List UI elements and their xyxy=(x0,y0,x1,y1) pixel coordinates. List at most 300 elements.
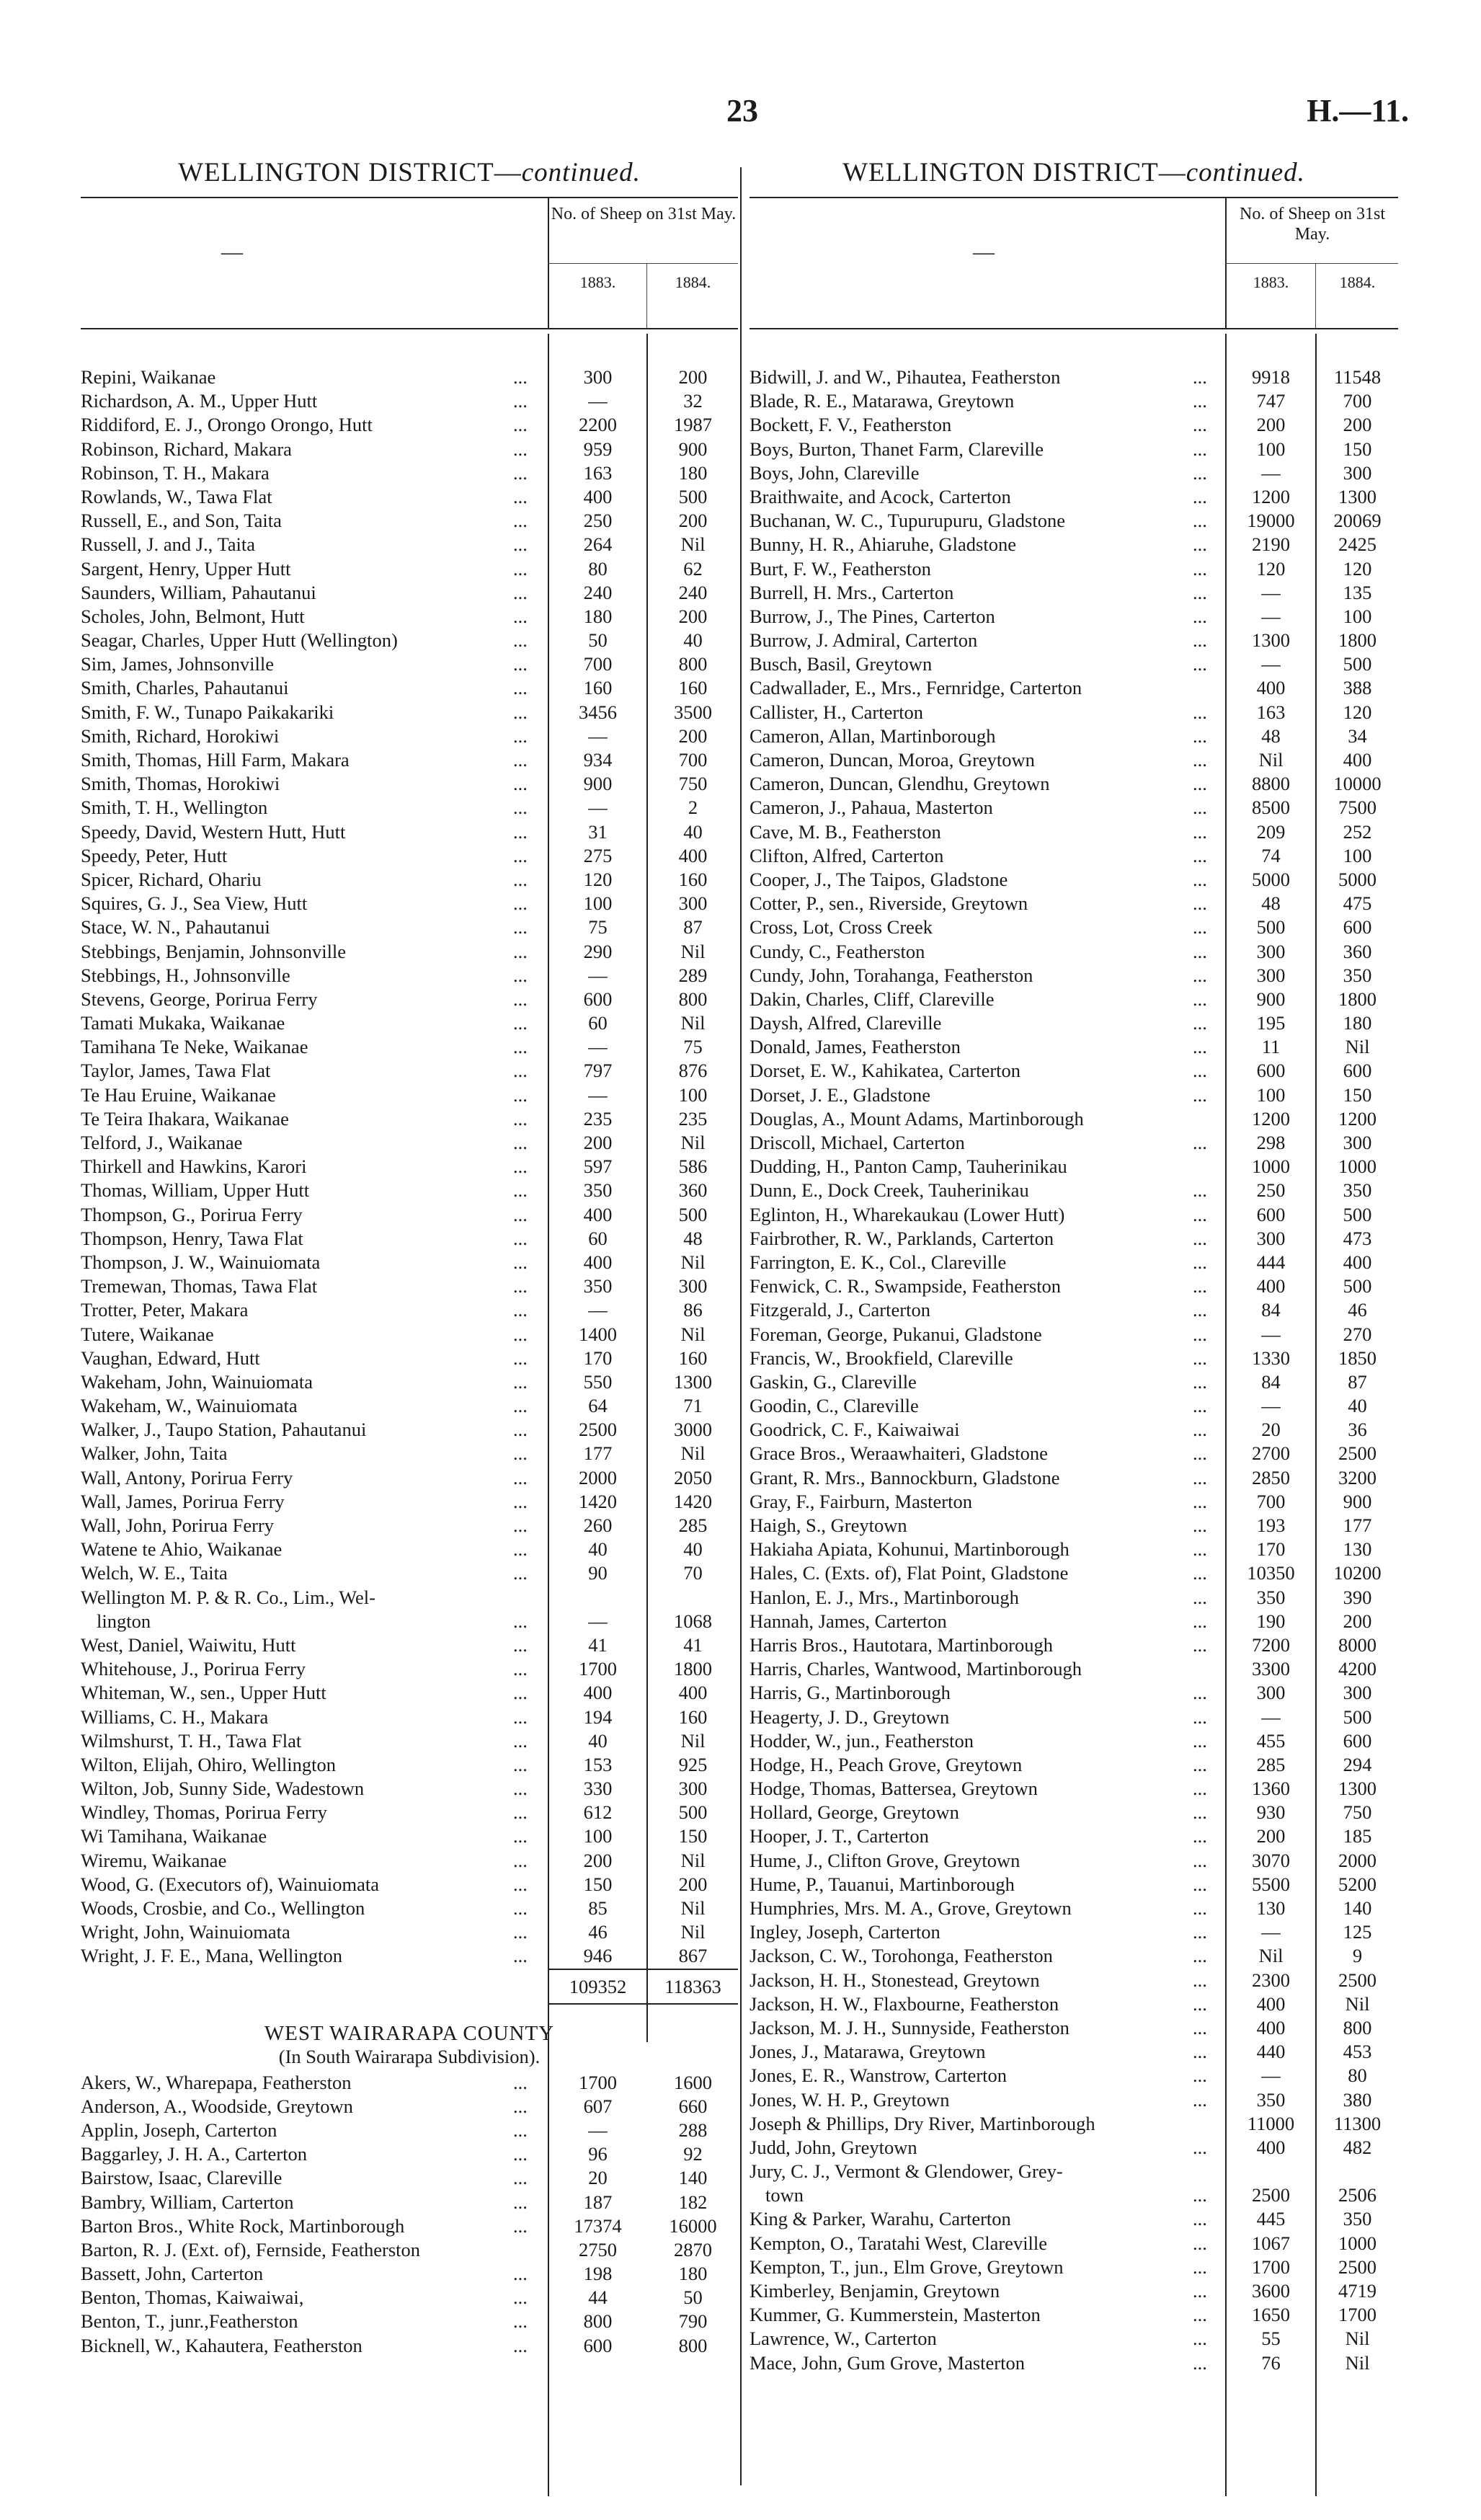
sheep-1884: 1200 xyxy=(1338,1107,1377,1130)
section-title: WEST WAIRARAPA COUNTY xyxy=(264,2021,555,2045)
sheep-1884: 360 xyxy=(1343,940,1372,962)
owner-name-text: Tamati Mukaka, Waikanae xyxy=(81,1012,285,1034)
table-row xyxy=(81,1011,738,1035)
sheep-1883: 900 xyxy=(583,773,613,795)
leader-dots: ... xyxy=(1193,1251,1207,1273)
sheep-1884: 86 xyxy=(683,1299,703,1321)
leader-dots: ... xyxy=(1193,1849,1207,1871)
sheep-1883: 285 xyxy=(1256,1753,1286,1775)
owner-name-text: Wall, Antony, Porirua Ferry xyxy=(81,1466,293,1489)
leader-dots: ... xyxy=(1193,988,1207,1010)
owner-name-text: Callister, H., Carterton xyxy=(750,701,924,723)
owner-name xyxy=(750,2160,1222,2183)
sheep-1883: 200 xyxy=(1256,1825,1286,1847)
table-row xyxy=(81,1896,738,1920)
leader-dots: ... xyxy=(513,485,528,507)
owner-name-text: Wright, J. F. E., Mana, Wellington xyxy=(81,1945,342,1967)
sheep-1884: 130 xyxy=(1343,1538,1372,1561)
sheep-1884: 182 xyxy=(678,2191,708,2213)
sheep-1884: 1000 xyxy=(1338,1155,1377,1178)
sheep-1884: 900 xyxy=(678,438,708,460)
table-row xyxy=(750,605,1398,629)
owner-name-text: Te Teira Ihakara, Waikanae xyxy=(81,1107,289,1130)
owner-name xyxy=(81,796,542,820)
leader-dots: ... xyxy=(513,749,528,771)
table-row xyxy=(81,461,738,485)
header-rule-bottom xyxy=(81,328,738,329)
owner-name xyxy=(750,1610,1222,1633)
leader-dots: ... xyxy=(513,2191,528,2213)
table-row xyxy=(81,1298,738,1322)
leader-dots: ... xyxy=(1193,1562,1207,1584)
sheep-1883: 400 xyxy=(1256,677,1286,699)
leader-dots: ... xyxy=(513,1323,528,1345)
owner-name-text: Squires, G. J., Sea View, Hutt xyxy=(81,892,308,915)
owner-name-text: Thompson, Henry, Tawa Flat xyxy=(81,1227,303,1249)
owner-name-text: Williams, C. H., Makara xyxy=(81,1705,269,1728)
owner-name xyxy=(81,2286,542,2310)
owner-name-text: Braithwaite, and Acock, Carterton xyxy=(750,485,1011,507)
sheep-1884: 160 xyxy=(678,1346,708,1369)
sheep-1883: Nil xyxy=(1258,749,1284,771)
sheep-1883: — xyxy=(1261,1395,1281,1417)
sheep-1884: 200 xyxy=(678,1873,708,1895)
leader-dots: ... xyxy=(1193,1060,1207,1082)
leader-dots: ... xyxy=(513,797,528,819)
sheep-1883: 1200 xyxy=(1252,1107,1290,1130)
header-year-divider xyxy=(1315,263,1316,329)
sheep-1883: 190 xyxy=(1256,1610,1286,1632)
district-title xyxy=(750,157,1398,188)
sheep-1883: 9918 xyxy=(1252,366,1290,388)
sheep-1883: — xyxy=(588,390,608,412)
owner-name xyxy=(81,2262,542,2286)
owner-name xyxy=(750,1681,1222,1705)
sheep-1884: 400 xyxy=(1343,749,1372,771)
right-table-body xyxy=(750,365,1398,2375)
sheep-1883: 2000 xyxy=(579,1466,617,1489)
sheep-1884: 100 xyxy=(678,1083,708,1106)
leader-dots: ... xyxy=(513,2310,528,2333)
table-row xyxy=(81,844,738,868)
owner-name xyxy=(750,1944,1222,1968)
sheep-1884: 750 xyxy=(1343,1801,1372,1824)
table-row xyxy=(750,1777,1398,1801)
owner-name xyxy=(81,581,542,605)
leader-dots: ... xyxy=(513,1921,528,1943)
owner-name xyxy=(750,2064,1222,2088)
table-row xyxy=(81,1370,738,1394)
column-rule xyxy=(646,334,648,2042)
table-row xyxy=(81,772,738,796)
sheep-1883: 153 xyxy=(583,1753,613,1775)
table-row xyxy=(750,365,1398,389)
sheep-1884: 1300 xyxy=(1338,485,1377,507)
owner-name xyxy=(750,1011,1222,1035)
owner-name-text: Goodin, C., Clareville xyxy=(750,1395,919,1417)
owner-name xyxy=(81,1418,542,1442)
sheep-1884: 32 xyxy=(683,390,703,412)
sheep-1884: 4200 xyxy=(1338,1658,1377,1680)
owner-name-text: Bambry, William, Carterton xyxy=(81,2191,294,2213)
owner-name-text: Judd, John, Greytown xyxy=(750,2136,917,2158)
sheep-1883: 5000 xyxy=(1252,868,1290,890)
sheep-1883: 1330 xyxy=(1252,1346,1290,1369)
owner-name-text: Hodder, W., jun., Featherston xyxy=(750,1729,974,1752)
sheep-1883: 8500 xyxy=(1252,797,1290,819)
owner-name-text: Francis, W., Brookfield, Clareville xyxy=(750,1346,1013,1369)
sheep-1884: 40 xyxy=(683,820,703,843)
table-row xyxy=(750,2016,1398,2040)
right-column xyxy=(750,157,1398,2464)
owner-name xyxy=(81,2142,542,2166)
table-row xyxy=(81,724,738,748)
table-row xyxy=(81,1274,738,1298)
leader-dots: ... xyxy=(513,2119,528,2141)
header-year-1884: 1884. xyxy=(1339,273,1376,291)
owner-name-text: Lawrence, W., Carterton xyxy=(750,2328,937,2350)
sheep-1883: 700 xyxy=(583,653,613,675)
owner-name xyxy=(81,1370,542,1394)
sheep-1883: 300 xyxy=(1256,1682,1286,1704)
sheep-1883: 597 xyxy=(583,1155,613,1178)
sheep-1883: — xyxy=(588,1610,608,1632)
sheep-1883: 946 xyxy=(583,1945,613,1967)
leader-dots: ... xyxy=(1193,1969,1207,1991)
leader-dots: ... xyxy=(513,773,528,795)
owner-name-text: Harris, Charles, Wantwood, Martinborough xyxy=(750,1658,1082,1680)
table-row xyxy=(81,964,738,988)
owner-name xyxy=(81,652,542,676)
sheep-1884: 62 xyxy=(683,557,703,580)
owner-name xyxy=(750,509,1222,533)
table-row xyxy=(81,1155,738,1179)
sheep-1883: 1420 xyxy=(579,1490,617,1512)
sheep-1883: 8800 xyxy=(1252,773,1290,795)
sheep-1884: 600 xyxy=(1343,1729,1372,1752)
owner-name-text: Taylor, James, Tawa Flat xyxy=(81,1060,271,1082)
sheep-1884: 2 xyxy=(688,797,698,819)
leader-dots: ... xyxy=(1193,1179,1207,1202)
owner-name xyxy=(81,748,542,772)
table-row xyxy=(81,1179,738,1202)
owner-name xyxy=(81,724,542,748)
sheep-1884: 300 xyxy=(1343,1682,1372,1704)
sheep-1883: 330 xyxy=(583,1778,613,1800)
table-row xyxy=(81,1849,738,1873)
owner-name-text: Thompson, G., Porirua Ferry xyxy=(81,1203,303,1225)
owner-name-text: Thirkell and Hawkins, Karori xyxy=(81,1155,307,1178)
sheep-1883: 2200 xyxy=(579,414,617,436)
sheep-1883: 400 xyxy=(583,1251,613,1273)
owner-name-text: Fairbrother, R. W., Parklands, Carterton xyxy=(750,1227,1054,1249)
table-row xyxy=(81,1944,738,1968)
owner-name-text: Hannah, James, Carterton xyxy=(750,1610,947,1632)
table-row xyxy=(81,1729,738,1753)
sheep-1883: 48 xyxy=(1261,892,1281,915)
leader-dots: ... xyxy=(513,1873,528,1895)
left-column xyxy=(81,157,738,2464)
leader-dots: ... xyxy=(1193,1897,1207,1919)
sheep-1884: 8000 xyxy=(1338,1633,1377,1656)
table-row xyxy=(81,1681,738,1705)
leader-dots: ... xyxy=(1193,1012,1207,1034)
owner-name-text: Saunders, William, Pahautanui xyxy=(81,581,316,603)
owner-name-text: Whitehouse, J., Porirua Ferry xyxy=(81,1658,306,1680)
leader-dots: ... xyxy=(1193,1514,1207,1536)
leader-dots: ... xyxy=(1193,1945,1207,1967)
sheep-1883: 64 xyxy=(588,1395,608,1417)
sheep-1884: Nil xyxy=(680,1251,706,1273)
leader-dots: ... xyxy=(513,1012,528,1034)
sheep-1884: 71 xyxy=(683,1395,703,1417)
sheep-1884: 1300 xyxy=(1338,1778,1377,1800)
leader-dots: ... xyxy=(513,1849,528,1871)
table-row xyxy=(750,2112,1398,2136)
table-row xyxy=(750,2351,1398,2375)
owner-name xyxy=(750,2040,1222,2064)
sheep-1883: 2750 xyxy=(579,2238,617,2261)
owner-name-text: Wi Tamihana, Waikanae xyxy=(81,1825,267,1847)
sheep-1884: 160 xyxy=(678,868,708,890)
page-number: 23 xyxy=(726,93,758,128)
owner-name xyxy=(81,1657,542,1681)
sheep-1884: 16000 xyxy=(669,2214,717,2237)
sheep-1883: 930 xyxy=(1256,1801,1286,1824)
table-row xyxy=(750,2160,1398,2183)
leader-dots: ... xyxy=(1193,940,1207,962)
sheep-1884: 500 xyxy=(1343,1203,1372,1225)
leader-dots: ... xyxy=(513,1538,528,1561)
sheep-1884: 586 xyxy=(678,1155,708,1178)
sheep-1883: 75 xyxy=(588,916,608,939)
sheep-1883: 170 xyxy=(1256,1538,1286,1561)
leader-dots: ... xyxy=(1193,510,1207,532)
leader-dots: ... xyxy=(1193,1586,1207,1608)
owner-name xyxy=(81,1107,542,1131)
sheep-1883: 250 xyxy=(1256,1179,1286,1202)
leader-dots: ... xyxy=(1193,1323,1207,1345)
table-row xyxy=(81,1203,738,1227)
owner-name xyxy=(81,1561,542,1585)
owner-name-text: Cave, M. B., Featherston xyxy=(750,820,941,843)
sheep-1884: 453 xyxy=(1343,2041,1372,2063)
owner-name-text: Welch, W. E., Taita xyxy=(81,1562,228,1584)
sheep-1883: — xyxy=(588,724,608,747)
owner-name-text: Eglinton, H., Wharekaukau (Lower Hutt) xyxy=(750,1203,1065,1225)
sheep-1884: 1068 xyxy=(674,1610,712,1632)
header-year-divider xyxy=(646,263,647,329)
table-row xyxy=(750,1992,1398,2016)
table-row xyxy=(750,2136,1398,2160)
owner-name-text: Vaughan, Edward, Hutt xyxy=(81,1346,260,1369)
owner-name-text: Sim, James, Johnsonville xyxy=(81,653,274,675)
owner-name xyxy=(81,1131,542,1155)
district-title xyxy=(81,157,738,188)
owner-name-text: Wilton, Elijah, Ohiro, Wellington xyxy=(81,1753,337,1775)
owner-name-text: Hodge, H., Peach Grove, Greytown xyxy=(750,1753,1023,1775)
owner-name-text: Dakin, Charles, Cliff, Clareville xyxy=(750,988,995,1010)
table-row xyxy=(750,438,1398,461)
owner-name xyxy=(750,1394,1222,1418)
leader-dots: ... xyxy=(1193,653,1207,675)
leader-dots: ... xyxy=(1193,1083,1207,1106)
owner-name-text: Tamihana Te Neke, Waikanae xyxy=(81,1036,308,1058)
leader-dots: ... xyxy=(513,677,528,699)
owner-name-text: Stebbings, Benjamin, Johnsonville xyxy=(81,940,347,962)
owner-name-text: Repini, Waikanae xyxy=(81,366,216,388)
header-sheep-count: No. of Sheep on 31st May. xyxy=(551,205,737,223)
sheep-1883: 400 xyxy=(1256,1275,1286,1297)
sheep-1884: 180 xyxy=(678,461,708,484)
table-row xyxy=(750,988,1398,1011)
sheep-1884: 300 xyxy=(678,892,708,915)
sheep-1883: — xyxy=(1261,461,1281,484)
sheep-1884: 360 xyxy=(678,1179,708,1202)
sheep-1884: Nil xyxy=(680,1442,706,1465)
sheep-1883: 80 xyxy=(588,557,608,580)
sheep-1883: 350 xyxy=(583,1179,613,1202)
sheep-1883: 400 xyxy=(1256,2136,1286,2158)
owner-name xyxy=(81,1896,542,1920)
owner-name xyxy=(750,365,1222,389)
owner-name-text: Scholes, John, Belmont, Hutt xyxy=(81,605,305,627)
sheep-1884: 160 xyxy=(678,1705,708,1728)
table-row xyxy=(81,1466,738,1490)
owner-name-text: Stace, W. N., Pahautanui xyxy=(81,916,270,939)
sheep-1883: 747 xyxy=(1256,390,1286,412)
leader-dots: ... xyxy=(1193,1682,1207,1704)
owner-name xyxy=(81,1824,542,1848)
leader-dots: ... xyxy=(513,1466,528,1489)
leader-dots: ... xyxy=(513,2143,528,2165)
sheep-1883: 200 xyxy=(583,1132,613,1153)
sheep-1884: 150 xyxy=(678,1825,708,1847)
sheep-1883: 275 xyxy=(583,844,613,866)
owner-name xyxy=(81,629,542,652)
total-1883: 109352 xyxy=(569,1975,627,1997)
leader-dots: ... xyxy=(513,1132,528,1153)
table-row xyxy=(750,796,1398,820)
table-row xyxy=(750,533,1398,556)
sheep-1884: 500 xyxy=(1343,1275,1372,1297)
leader-dots: ... xyxy=(1193,414,1207,436)
sheep-1883: 797 xyxy=(583,1060,613,1082)
sheep-1883: 500 xyxy=(1256,916,1286,939)
leader-dots: ... xyxy=(513,2334,528,2356)
table-row xyxy=(81,1538,738,1561)
table-row xyxy=(81,2071,738,2095)
sheep-1883: 2300 xyxy=(1252,1969,1290,1991)
sheep-1884: 100 xyxy=(1343,605,1372,627)
leader-dots: ... xyxy=(1193,2064,1207,2087)
leader-dots: ... xyxy=(1193,892,1207,915)
owner-name-text: Harris Bros., Hautotara, Martinborough xyxy=(750,1633,1053,1656)
owner-name-text: Cameron, Allan, Martinborough xyxy=(750,724,996,747)
owner-name xyxy=(81,1801,542,1824)
leader-dots: ... xyxy=(513,533,528,556)
table-row xyxy=(750,748,1398,772)
sheep-1884: 200 xyxy=(1343,414,1372,436)
sheep-1884: Nil xyxy=(680,1729,706,1752)
table-row xyxy=(81,2238,738,2262)
table-row xyxy=(81,1920,738,1944)
header-rule-top xyxy=(750,197,1398,198)
owner-name xyxy=(750,1131,1222,1155)
owner-name xyxy=(81,915,542,939)
sheep-1884: 1420 xyxy=(674,1490,712,1512)
table-row xyxy=(750,1873,1398,1896)
owner-name-text: Russell, E., and Son, Taita xyxy=(81,510,282,532)
leader-dots: ... xyxy=(513,1801,528,1824)
owner-name xyxy=(750,389,1222,413)
owner-name xyxy=(81,2334,542,2358)
sheep-1884: 200 xyxy=(678,605,708,627)
table-row xyxy=(81,868,738,892)
leader-dots: ... xyxy=(1193,2016,1207,2038)
leader-dots: ... xyxy=(513,510,528,532)
owner-name xyxy=(750,2279,1222,2303)
sheep-1883: 900 xyxy=(1256,988,1286,1010)
sheep-1883: 400 xyxy=(1256,2016,1286,2038)
table-row xyxy=(81,1586,738,1610)
table-row xyxy=(750,1514,1398,1538)
owner-name xyxy=(750,1203,1222,1227)
table-row xyxy=(81,1442,738,1465)
sheep-1883: 198 xyxy=(583,2263,613,2285)
owner-name-text: Spicer, Richard, Ohariu xyxy=(81,868,262,890)
sheep-1884: Nil xyxy=(1345,2351,1370,2374)
leader-dots: ... xyxy=(513,1825,528,1847)
sheep-1884: 867 xyxy=(678,1945,708,1967)
table-row xyxy=(750,892,1398,915)
owner-name xyxy=(81,509,542,533)
sheep-1883: 200 xyxy=(583,1849,613,1871)
sheep-1884: Nil xyxy=(1345,1992,1370,2015)
sheep-1884: 700 xyxy=(1343,390,1372,412)
owner-name xyxy=(81,1610,558,1633)
sheep-1884: 285 xyxy=(678,1514,708,1536)
sheep-1884: 2870 xyxy=(674,2238,712,2261)
owner-name-text: Cundy, John, Torahanga, Featherston xyxy=(750,964,1033,986)
owner-name-text: Smith, T. H., Wellington xyxy=(81,797,268,819)
table-row xyxy=(81,1657,738,1681)
table-row xyxy=(750,1610,1398,1633)
table-row xyxy=(81,820,738,844)
leader-dots: ... xyxy=(1193,1275,1207,1297)
sheep-1883: 3300 xyxy=(1252,1658,1290,1680)
leader-dots: ... xyxy=(513,2167,528,2189)
sheep-1884: 135 xyxy=(1343,581,1372,603)
owner-name xyxy=(750,1370,1222,1394)
table-row xyxy=(81,1131,738,1155)
sheep-1883: 60 xyxy=(588,1227,608,1249)
owner-name-text: Dudding, H., Panton Camp, Tauherinikau xyxy=(750,1155,1067,1178)
owner-name-text: Jones, J., Matarawa, Greytown xyxy=(750,2041,986,2063)
table-row xyxy=(81,2142,738,2166)
leader-dots: ... xyxy=(1193,1753,1207,1775)
owner-name-text: Smith, Thomas, Hill Farm, Makara xyxy=(81,749,350,771)
sheep-1883: 96 xyxy=(588,2143,608,2165)
sheep-1884: Nil xyxy=(680,940,706,962)
sheep-1883: 120 xyxy=(1256,557,1286,580)
sheep-1884: 2500 xyxy=(1338,1442,1377,1465)
owner-name-text: Hales, C. (Exts. of), Flat Point, Gladstone xyxy=(750,1562,1069,1584)
leader-dots: ... xyxy=(513,868,528,890)
owner-name-text: Bicknell, W., Kahautera, Featherston xyxy=(81,2334,363,2356)
owner-name-text: King & Parker, Warahu, Carterton xyxy=(750,2208,1011,2230)
table-row xyxy=(81,2334,738,2358)
